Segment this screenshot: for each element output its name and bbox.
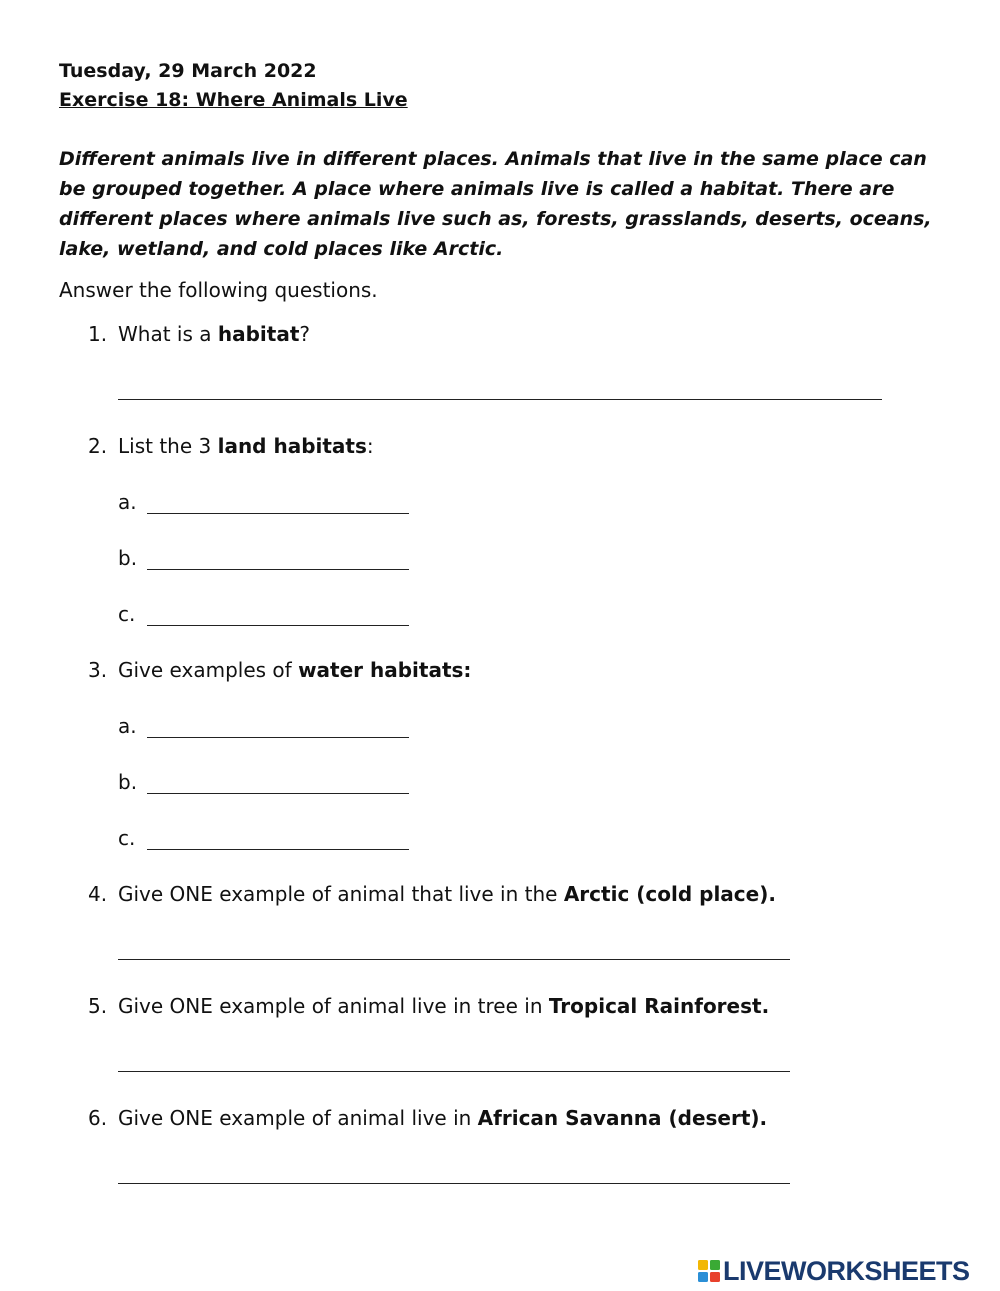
- question-text: Give ONE example of animal live in tree in Tropical Rainforest.: [118, 994, 770, 1018]
- question-number: 1.: [88, 322, 108, 346]
- answer-line-a[interactable]: [147, 737, 409, 738]
- answer-line[interactable]: [118, 1183, 790, 1184]
- answer-line-b[interactable]: [147, 793, 409, 794]
- sub-label-a: a.: [118, 714, 137, 738]
- answer-line[interactable]: [118, 1071, 790, 1072]
- answer-line[interactable]: [118, 959, 790, 960]
- question-number: 2.: [88, 434, 108, 458]
- answer-line-b[interactable]: [147, 569, 409, 570]
- answer-line-c[interactable]: [147, 625, 409, 626]
- sub-label-c: c.: [118, 826, 136, 850]
- liveworksheets-logo-text: LIVEWORKSHEETS: [723, 1256, 970, 1286]
- question-number: 3.: [88, 658, 108, 682]
- sub-label-b: b.: [118, 546, 138, 570]
- question-text: Give ONE example of animal that live in the Arctic (cold place).: [118, 882, 776, 906]
- sub-label-a: a.: [118, 490, 137, 514]
- exercise-title: Exercise 18: Where Animals Live: [59, 89, 408, 111]
- answer-line-a[interactable]: [147, 513, 409, 514]
- liveworksheets-logo-icon: [697, 1259, 721, 1283]
- question-number: 4.: [88, 882, 108, 906]
- question-text: What is a habitat?: [118, 322, 311, 346]
- answer-line-c[interactable]: [147, 849, 409, 850]
- question-number: 6.: [88, 1106, 108, 1130]
- question-number: 5.: [88, 994, 108, 1018]
- sub-label-c: c.: [118, 602, 136, 626]
- answer-line[interactable]: [118, 399, 882, 400]
- liveworksheets-logo: [697, 1256, 997, 1286]
- sub-label-b: b.: [118, 770, 138, 794]
- question-text: Give ONE example of animal live in African Savanna (desert).: [118, 1106, 768, 1130]
- question-text: List the 3 land habitats:: [118, 434, 374, 458]
- intro-paragraph: Different animals live in different places. Animals that live in the same place can be grouped together. A place where animals live is called a habitat. There are different places where animals live such as, forests, grasslands, deserts, oceans, lake, wetland, and cold places like Arctic.: [59, 148, 932, 260]
- worksheet-date: Tuesday, 29 March 2022: [59, 60, 317, 82]
- instruction-text: Answer the following questions.: [59, 278, 378, 302]
- question-text: Give examples of water habitats:: [118, 658, 472, 682]
